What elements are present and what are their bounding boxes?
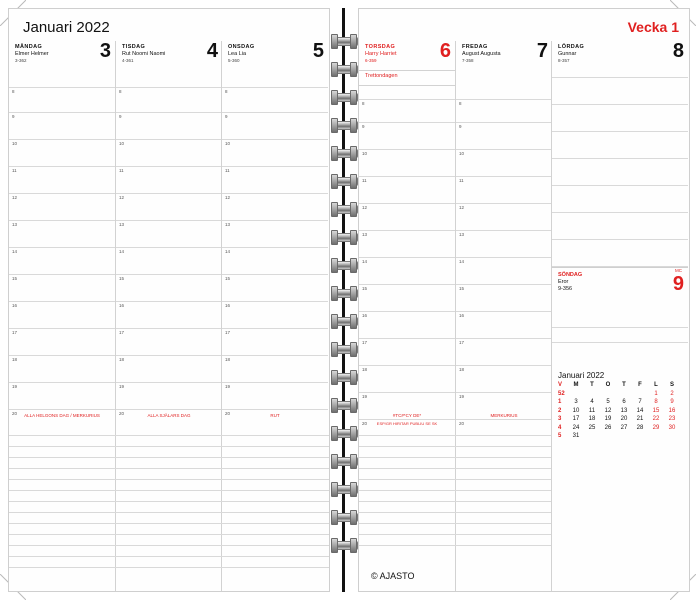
mini-day[interactable]: 7 — [638, 399, 642, 405]
hour-label: 15 — [459, 286, 465, 291]
hour-label: 11 — [119, 168, 124, 173]
day-name: TISDAG — [122, 44, 146, 50]
mini-calendar-header-row — [558, 381, 680, 390]
week-number: 1 — [558, 399, 562, 405]
mini-calendar-title: Januari 2022 — [558, 371, 605, 380]
hour-label: 11 — [12, 168, 17, 173]
hour-label: 13 — [119, 222, 125, 227]
name-day: Harry Harriet — [365, 51, 397, 57]
hour-label: 14 — [119, 249, 125, 254]
calendar-spread — [8, 8, 688, 592]
hour-label: 13 — [225, 222, 231, 227]
notes-lines-left[interactable] — [9, 435, 329, 578]
day-name: ONSDAG — [228, 44, 255, 50]
mini-day[interactable]: 22 — [652, 416, 660, 422]
day-header — [222, 41, 328, 70]
hour-label: 9 — [119, 114, 122, 119]
mini-day[interactable]: 25 — [588, 424, 596, 431]
notes-line[interactable] — [359, 479, 551, 490]
notes-line[interactable] — [552, 342, 688, 357]
notes-line[interactable] — [9, 457, 329, 468]
mini-day[interactable]: 26 — [604, 424, 612, 431]
col-header-sun: S — [669, 382, 674, 388]
hour-label: 20 — [119, 411, 125, 416]
hour-label: 18 — [362, 367, 368, 372]
mini-day[interactable]: 9 — [670, 399, 674, 405]
day-name: FREDAG — [462, 44, 488, 50]
mini-day[interactable] — [584, 432, 600, 441]
hour-label: 12 — [459, 205, 465, 210]
week-number: 3 — [558, 416, 562, 422]
hour-label: 10 — [119, 141, 125, 146]
day-number: 3 — [99, 40, 111, 62]
mini-day[interactable] — [632, 432, 648, 441]
hour-label: 16 — [362, 313, 368, 318]
hour-label: 16 — [119, 303, 125, 308]
week-label: Vecka 1 — [627, 19, 679, 35]
hour-label: 13 — [362, 232, 368, 237]
hour-label: 16 — [225, 303, 231, 308]
mini-day[interactable]: 31 — [572, 433, 580, 439]
mini-day[interactable]: 28 — [636, 424, 644, 431]
mini-calendar-row[interactable] — [558, 407, 680, 416]
mini-day[interactable] — [616, 390, 632, 399]
mini-day[interactable]: 3 — [574, 399, 578, 405]
day-of-year: 5-360 — [228, 58, 240, 63]
day-number: 8 — [672, 40, 684, 62]
hour-label: 10 — [459, 151, 465, 156]
hour-label: 8 — [119, 89, 122, 94]
hour-label: 18 — [459, 367, 465, 372]
notes-line[interactable] — [9, 534, 329, 545]
mini-day[interactable]: 30 — [668, 424, 676, 431]
mini-day[interactable] — [664, 432, 680, 441]
notes-line[interactable] — [359, 468, 551, 479]
day-name: TORSDAG — [365, 44, 396, 50]
mini-day[interactable]: 27 — [620, 424, 628, 431]
name-day: Rut Noomi Naomi — [122, 51, 166, 57]
hour-label: 17 — [362, 340, 368, 345]
page-title: Januari 2022 — [23, 19, 110, 36]
day-header — [456, 41, 552, 70]
mini-day[interactable] — [568, 390, 584, 399]
name-day: Gunnar — [558, 51, 577, 57]
notes-line[interactable] — [9, 501, 329, 512]
col-header-thu: T — [622, 382, 626, 388]
mini-day[interactable]: 23 — [668, 416, 676, 422]
hour-label: 20 — [225, 411, 231, 416]
day-number: 7 — [536, 40, 548, 62]
name-day: Elmer Helmer — [15, 51, 49, 57]
mini-day[interactable]: 15 — [652, 407, 660, 414]
notes-line[interactable] — [359, 545, 551, 556]
mini-calendar-row[interactable] — [558, 415, 680, 424]
hour-label: 9 — [459, 124, 462, 129]
holiday-note: Trettondagen — [359, 70, 455, 86]
hour-label: 19 — [362, 394, 368, 399]
hour-label: 20 — [362, 421, 368, 426]
mini-calendar[interactable] — [558, 371, 696, 583]
hour-label: 10 — [12, 141, 18, 146]
mini-day[interactable]: 13 — [620, 407, 628, 414]
mini-calendar-table — [558, 381, 680, 441]
hour-label: 19 — [12, 384, 18, 389]
day-of-year: 7-358 — [462, 58, 474, 63]
mini-day[interactable]: 4 — [590, 399, 594, 405]
hour-label: 8 — [225, 89, 228, 94]
hour-label: 10 — [362, 151, 368, 156]
day-footnote-secondary: ESP/GR HIRITAR PUBLIU SE SK — [376, 421, 438, 426]
mini-day[interactable]: 1 — [654, 390, 658, 397]
col-header-fri: F — [638, 382, 642, 388]
col-header-sat: L — [654, 382, 658, 388]
mini-day[interactable]: 5 — [606, 399, 610, 405]
mini-day[interactable]: 14 — [636, 407, 644, 414]
day-of-year: 9-356 — [558, 286, 573, 292]
holiday-note — [456, 70, 552, 86]
mini-day[interactable]: 29 — [652, 424, 660, 431]
day-name: SÖNDAG — [558, 272, 583, 278]
mini-day[interactable]: 2 — [670, 390, 674, 397]
mini-day[interactable]: 11 — [588, 407, 596, 414]
hour-label: 8 — [12, 89, 15, 94]
hour-label: 12 — [225, 195, 231, 200]
day-name: LÖRDAG — [558, 44, 585, 50]
hour-label: 18 — [225, 357, 231, 362]
notes-line[interactable] — [359, 501, 551, 512]
day-header — [552, 41, 688, 70]
notes-line[interactable] — [9, 446, 329, 457]
hour-label: 9 — [225, 114, 228, 119]
mini-calendar-row[interactable] — [558, 432, 680, 441]
notes-line[interactable] — [9, 479, 329, 490]
mini-day[interactable]: 17 — [572, 416, 580, 422]
day-number: 6 — [439, 40, 451, 62]
hour-label: 17 — [119, 330, 125, 335]
day-of-year: 3-362 — [15, 58, 27, 63]
hour-label: 15 — [362, 286, 368, 291]
hour-label: 18 — [12, 357, 18, 362]
notes-line[interactable] — [359, 512, 551, 523]
day-footnote: ALLA SJÄLARS DAG — [147, 413, 191, 418]
notes-line[interactable] — [9, 490, 329, 501]
day-footnote: ALLA HELGONS DAG / MERKURIUS — [24, 413, 100, 418]
hour-label: 8 — [362, 101, 365, 106]
week-number: 2 — [558, 407, 562, 414]
mini-day[interactable]: 6 — [622, 399, 626, 405]
hour-label: 19 — [119, 384, 125, 389]
day-of-year: 4-361 — [122, 58, 134, 63]
week-number: 5 — [558, 433, 562, 439]
day-header — [359, 41, 455, 70]
mini-day[interactable]: 12 — [604, 407, 612, 414]
notes-line[interactable] — [359, 490, 551, 501]
mini-day[interactable] — [600, 432, 616, 441]
sunday-notes-lines[interactable] — [552, 327, 688, 357]
hour-label: 12 — [362, 205, 368, 210]
week-number: 4 — [558, 424, 562, 431]
mini-calendar-row[interactable] — [558, 390, 680, 399]
mini-day[interactable]: 8 — [654, 399, 658, 405]
mini-calendar-row[interactable] — [558, 424, 680, 433]
hour-label: 16 — [459, 313, 465, 318]
hour-label: 15 — [225, 276, 231, 281]
day-footnote: RUT — [270, 413, 280, 418]
mini-day[interactable]: 16 — [668, 407, 676, 414]
day-number: 5 — [312, 40, 324, 62]
mini-day[interactable]: 19 — [604, 416, 612, 422]
mini-day[interactable]: 20 — [620, 416, 628, 422]
hour-label: 20 — [12, 411, 18, 416]
hour-label: 19 — [225, 384, 231, 389]
hour-label: 14 — [459, 259, 465, 264]
notes-line[interactable] — [9, 512, 329, 523]
hour-label: 15 — [12, 276, 18, 281]
hour-label: 20 — [459, 421, 465, 426]
day-header — [9, 41, 115, 70]
spiral-binding — [328, 8, 358, 592]
hour-label: 11 — [225, 168, 230, 173]
name-day: August Augusta — [462, 51, 501, 57]
col-header-wed: O — [605, 382, 611, 388]
mini-day[interactable] — [600, 390, 616, 399]
mini-day[interactable]: 21 — [636, 416, 644, 422]
notes-line[interactable] — [9, 556, 329, 567]
mini-day[interactable] — [632, 390, 648, 399]
mini-calendar-row[interactable] — [558, 398, 680, 407]
hour-label: 12 — [12, 195, 18, 200]
day-header — [116, 41, 222, 70]
notes-line[interactable] — [359, 446, 551, 457]
right-page — [358, 8, 690, 592]
hour-label: 14 — [12, 249, 18, 254]
hour-label: 12 — [119, 195, 125, 200]
hour-label: 16 — [12, 303, 18, 308]
hour-label: 19 — [459, 394, 465, 399]
hour-label: 8 — [459, 101, 462, 106]
day-footnote: #TC#*CY DE* — [392, 413, 422, 418]
day-of-year: 6-359 — [365, 58, 377, 63]
day-number: 9 — [672, 273, 684, 295]
mini-day[interactable] — [616, 432, 632, 441]
notes-line[interactable] — [9, 545, 329, 556]
mini-day[interactable]: 24 — [572, 424, 580, 431]
notes-line[interactable] — [552, 327, 688, 342]
day-number: 4 — [206, 40, 218, 62]
day-footnote: MERKURIUS — [490, 413, 518, 418]
hour-label: 18 — [119, 357, 125, 362]
hour-label: 17 — [12, 330, 18, 335]
name-day: Lea Lia — [228, 51, 247, 57]
left-page — [8, 8, 330, 592]
notes-line[interactable] — [359, 435, 551, 446]
notes-line[interactable] — [9, 468, 329, 479]
day-name: MÅNDAG — [15, 44, 43, 50]
notes-line[interactable] — [359, 534, 551, 545]
notes-line[interactable] — [9, 435, 329, 446]
day-column-saturday-sunday[interactable] — [551, 41, 688, 591]
notes-lines-right[interactable] — [359, 435, 551, 556]
hour-label: 17 — [225, 330, 231, 335]
mini-day[interactable] — [648, 432, 664, 441]
hour-label: 9 — [12, 114, 15, 119]
sunday-block[interactable] — [552, 267, 688, 327]
mini-day[interactable]: 18 — [588, 416, 596, 422]
brand-logo: © AJASTO — [371, 571, 415, 581]
notes-line[interactable] — [9, 567, 329, 578]
sunday-corner-mark: MC — [675, 268, 682, 273]
mini-day[interactable] — [584, 390, 600, 399]
col-header-mon: M — [573, 382, 579, 388]
hour-label: 15 — [119, 276, 125, 281]
hour-label: 13 — [459, 232, 465, 237]
hour-label: 9 — [362, 124, 365, 129]
hour-label: 11 — [362, 178, 367, 183]
week-number: 52 — [558, 390, 565, 397]
hour-label: 14 — [362, 259, 368, 264]
col-header-week: V — [558, 382, 563, 388]
hour-label: 14 — [225, 249, 231, 254]
hour-label: 13 — [12, 222, 18, 227]
notes-line[interactable] — [359, 523, 551, 534]
day-of-year: 8-357 — [558, 58, 570, 63]
notes-line[interactable] — [359, 457, 551, 468]
hour-label: 17 — [459, 340, 465, 345]
hour-label: 10 — [225, 141, 231, 146]
col-header-tue: T — [590, 382, 594, 388]
notes-line[interactable] — [9, 523, 329, 534]
name-day: Eror — [558, 279, 569, 285]
hour-label: 11 — [459, 178, 464, 183]
mini-day[interactable]: 10 — [572, 407, 580, 414]
